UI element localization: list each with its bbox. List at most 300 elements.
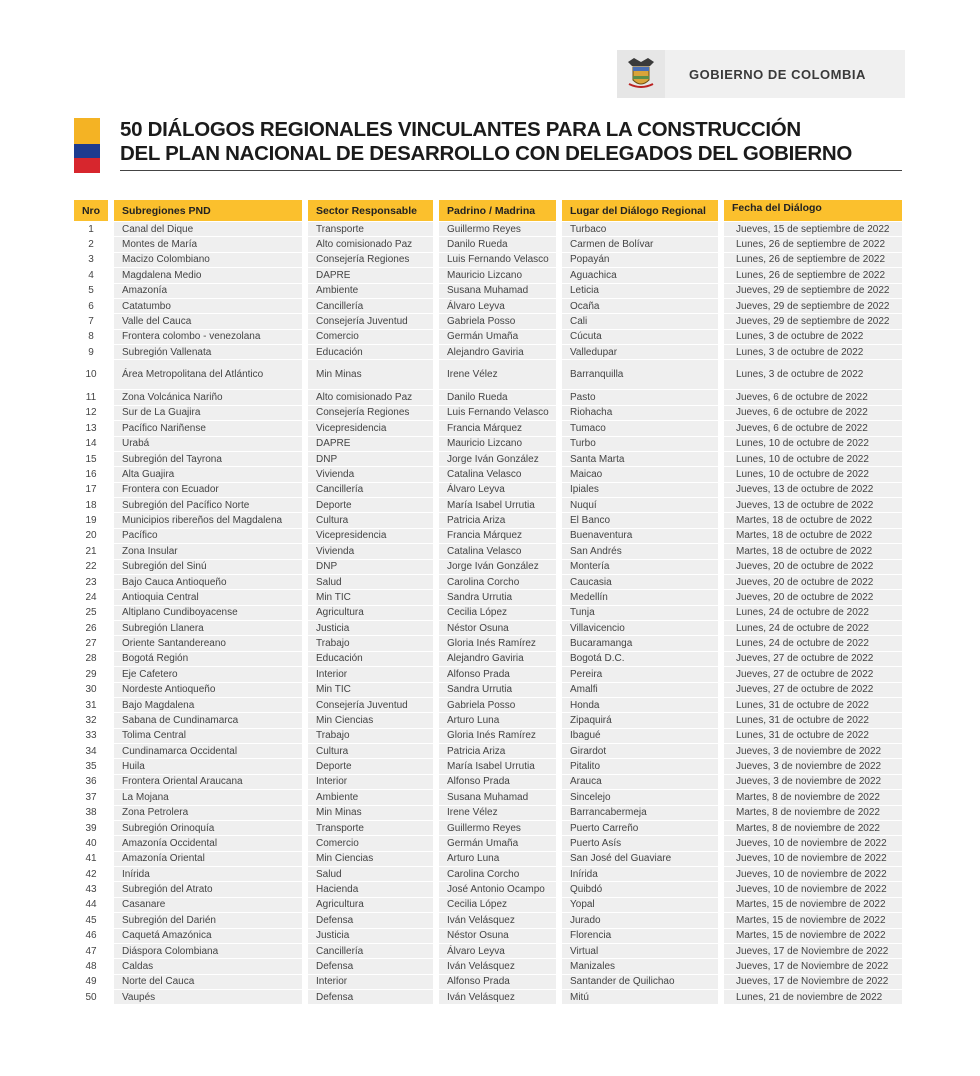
cell-subregion: Subregión del Darién [114, 913, 302, 928]
cell-sector: Deporte [308, 759, 433, 774]
cell-lugar: Sincelejo [562, 790, 718, 805]
cell-lugar: Florencia [562, 929, 718, 944]
cell-subregion: Alta Guajira [114, 467, 302, 482]
cell-padrino: Irene Vélez [439, 806, 556, 821]
table-row [74, 975, 902, 990]
table-row [74, 314, 902, 329]
cell-sector: Agricultura [308, 898, 433, 913]
cell-sector: Hacienda [308, 882, 433, 897]
cell-padrino: Danilo Rueda [439, 390, 556, 405]
cell-nro: 46 [74, 929, 108, 944]
cell-nro: 40 [74, 836, 108, 851]
cell-nro: 5 [74, 284, 108, 299]
cell-padrino: José Antonio Ocampo [439, 882, 556, 897]
cell-sector: Consejería Regiones [308, 406, 433, 421]
cell-fecha: Lunes, 31 de octubre de 2022 [724, 713, 902, 728]
cell-padrino: Gloria Inés Ramírez [439, 729, 556, 744]
cell-padrino: Susana Muhamad [439, 284, 556, 299]
table-row [74, 821, 902, 836]
cell-subregion: Casanare [114, 898, 302, 913]
cell-padrino: Danilo Rueda [439, 237, 556, 252]
table-row [74, 268, 902, 283]
cell-lugar: Pitalito [562, 759, 718, 774]
cell-sector: Cancillería [308, 483, 433, 498]
table-row [74, 237, 902, 252]
cell-lugar: Cúcuta [562, 330, 718, 345]
cell-nro: 30 [74, 683, 108, 698]
cell-fecha: Lunes, 26 de septiembre de 2022 [724, 237, 902, 252]
cell-lugar: Manizales [562, 959, 718, 974]
cell-fecha: Lunes, 3 de octubre de 2022 [724, 345, 902, 360]
cell-lugar: Puerto Carreño [562, 821, 718, 836]
cell-fecha: Lunes, 10 de octubre de 2022 [724, 452, 902, 467]
cell-subregion: Frontera colombo - venezolana [114, 330, 302, 345]
cell-nro: 7 [74, 314, 108, 329]
title-line-1: 50 DIÁLOGOS REGIONALES VINCULANTES PARA LA CONSTRUCCIÓN [120, 118, 801, 141]
cell-lugar: Barranquilla [562, 360, 718, 390]
cell-subregion: Norte del Cauca [114, 975, 302, 990]
cell-nro: 33 [74, 729, 108, 744]
cell-sector: Defensa [308, 913, 433, 928]
cell-nro: 27 [74, 636, 108, 651]
table-row [74, 698, 902, 713]
cell-subregion: Canal del Dique [114, 222, 302, 237]
cell-fecha: Jueves, 20 de octubre de 2022 [724, 590, 902, 605]
cell-padrino: Susana Muhamad [439, 790, 556, 805]
cell-nro: 38 [74, 806, 108, 821]
cell-sector: Consejería Regiones [308, 253, 433, 268]
cell-subregion: Catatumbo [114, 299, 302, 314]
table-row [74, 836, 902, 851]
cell-lugar: Jurado [562, 913, 718, 928]
cell-fecha: Jueves, 10 de noviembre de 2022 [724, 852, 902, 867]
column-header-fecha: Fecha del Diálogo [724, 200, 902, 222]
cell-padrino: Mauricio Lizcano [439, 437, 556, 452]
cell-nro: 17 [74, 483, 108, 498]
cell-fecha: Martes, 8 de noviembre de 2022 [724, 821, 902, 836]
cell-padrino: Francia Márquez [439, 529, 556, 544]
cell-lugar: Leticia [562, 284, 718, 299]
cell-nro: 35 [74, 759, 108, 774]
cell-sector: Justicia [308, 929, 433, 944]
cell-lugar: Valledupar [562, 345, 718, 360]
page-title [120, 118, 910, 166]
cell-nro: 12 [74, 406, 108, 421]
cell-fecha: Lunes, 31 de octubre de 2022 [724, 729, 902, 744]
cell-subregion: Subregión Vallenata [114, 345, 302, 360]
cell-nro: 32 [74, 713, 108, 728]
cell-fecha: Martes, 18 de octubre de 2022 [724, 544, 902, 559]
cell-lugar: San José del Guaviare [562, 852, 718, 867]
cell-subregion: Oriente Santandereano [114, 636, 302, 651]
cell-fecha: Jueves, 3 de noviembre de 2022 [724, 744, 902, 759]
table-row [74, 467, 902, 482]
table-row [74, 437, 902, 452]
cell-padrino: Arturo Luna [439, 713, 556, 728]
table-row [74, 990, 902, 1005]
cell-fecha: Jueves, 17 de Noviembre de 2022 [724, 975, 902, 990]
cell-nro: 23 [74, 575, 108, 590]
table-row [74, 421, 902, 436]
cell-nro: 10 [74, 360, 108, 390]
cell-sector: DNP [308, 452, 433, 467]
cell-subregion: Área Metropolitana del Atlántico [114, 360, 302, 390]
table-row [74, 744, 902, 759]
cell-nro: 3 [74, 253, 108, 268]
title-divider [120, 170, 902, 171]
cell-fecha: Jueves, 10 de noviembre de 2022 [724, 882, 902, 897]
cell-padrino: Carolina Corcho [439, 575, 556, 590]
table-row [74, 590, 902, 605]
cell-fecha: Martes, 15 de noviembre de 2022 [724, 898, 902, 913]
cell-fecha: Lunes, 10 de octubre de 2022 [724, 437, 902, 452]
cell-lugar: Riohacha [562, 406, 718, 421]
cell-nro: 15 [74, 452, 108, 467]
cell-padrino: Iván Velásquez [439, 990, 556, 1005]
cell-nro: 14 [74, 437, 108, 452]
cell-nro: 13 [74, 421, 108, 436]
cell-fecha: Jueves, 3 de noviembre de 2022 [724, 759, 902, 774]
column-header-lugar: Lugar del Diálogo Regional [562, 200, 718, 222]
cell-fecha: Jueves, 29 de septiembre de 2022 [724, 314, 902, 329]
table-row [74, 683, 902, 698]
cell-nro: 26 [74, 621, 108, 636]
cell-subregion: Huila [114, 759, 302, 774]
cell-fecha: Jueves, 10 de noviembre de 2022 [724, 836, 902, 851]
cell-sector: Min Ciencias [308, 713, 433, 728]
cell-padrino: Mauricio Lizcano [439, 268, 556, 283]
cell-subregion: Amazonía Oriental [114, 852, 302, 867]
cell-nro: 50 [74, 990, 108, 1005]
cell-nro: 9 [74, 345, 108, 360]
cell-padrino: Catalina Velasco [439, 467, 556, 482]
cell-fecha: Lunes, 24 de octubre de 2022 [724, 606, 902, 621]
cell-nro: 29 [74, 667, 108, 682]
cell-fecha: Jueves, 17 de Noviembre de 2022 [724, 944, 902, 959]
cell-padrino: Jorge Iván González [439, 560, 556, 575]
government-banner [617, 50, 905, 98]
cell-sector: Ambiente [308, 284, 433, 299]
cell-lugar: Yopal [562, 898, 718, 913]
table-row [74, 560, 902, 575]
cell-lugar: Ocaña [562, 299, 718, 314]
column-header-padrino: Padrino / Madrina [439, 200, 556, 222]
cell-lugar: Tumaco [562, 421, 718, 436]
cell-nro: 36 [74, 775, 108, 790]
cell-nro: 21 [74, 544, 108, 559]
cell-nro: 42 [74, 867, 108, 882]
cell-nro: 4 [74, 268, 108, 283]
cell-nro: 2 [74, 237, 108, 252]
cell-subregion: Bogotá Región [114, 652, 302, 667]
table-row [74, 513, 902, 528]
cell-padrino: Sandra Urrutia [439, 590, 556, 605]
cell-lugar: Nuquí [562, 498, 718, 513]
cell-subregion: Tolima Central [114, 729, 302, 744]
cell-lugar: Virtual [562, 944, 718, 959]
cell-fecha: Jueves, 3 de noviembre de 2022 [724, 775, 902, 790]
table-row [74, 898, 902, 913]
cell-subregion: Diáspora Colombiana [114, 944, 302, 959]
cell-padrino: Iván Velásquez [439, 959, 556, 974]
cell-padrino: Sandra Urrutia [439, 683, 556, 698]
cell-subregion: Bajo Magdalena [114, 698, 302, 713]
table-row [74, 498, 902, 513]
cell-sector: Agricultura [308, 606, 433, 621]
cell-nro: 28 [74, 652, 108, 667]
table-row [74, 759, 902, 774]
cell-sector: Consejería Juventud [308, 698, 433, 713]
cell-sector: Comercio [308, 836, 433, 851]
cell-padrino: Alejandro Gaviria [439, 652, 556, 667]
table-row [74, 452, 902, 467]
cell-subregion: Subregión del Pacífico Norte [114, 498, 302, 513]
table-row [74, 913, 902, 928]
cell-nro: 43 [74, 882, 108, 897]
cell-subregion: Nordeste Antioqueño [114, 683, 302, 698]
cell-nro: 20 [74, 529, 108, 544]
table-row [74, 253, 902, 268]
cell-subregion: Pacífico [114, 529, 302, 544]
table-row [74, 806, 902, 821]
cell-padrino: Catalina Velasco [439, 544, 556, 559]
cell-lugar: El Banco [562, 513, 718, 528]
cell-subregion: Pacífico Nariñense [114, 421, 302, 436]
cell-subregion: Antioquia Central [114, 590, 302, 605]
cell-lugar: Montería [562, 560, 718, 575]
cell-subregion: Zona Volcánica Nariño [114, 390, 302, 405]
cell-sector: Vicepresidencia [308, 421, 433, 436]
cell-nro: 31 [74, 698, 108, 713]
cell-fecha: Jueves, 10 de noviembre de 2022 [724, 867, 902, 882]
cell-subregion: La Mojana [114, 790, 302, 805]
cell-padrino: Arturo Luna [439, 852, 556, 867]
cell-lugar: Puerto Asís [562, 836, 718, 851]
cell-sector: Educación [308, 345, 433, 360]
cell-padrino: Néstor Osuna [439, 929, 556, 944]
cell-sector: Trabajo [308, 636, 433, 651]
cell-padrino: Irene Vélez [439, 360, 556, 390]
table-row [74, 575, 902, 590]
cell-subregion: Subregión del Atrato [114, 882, 302, 897]
cell-subregion: Subregión Llanera [114, 621, 302, 636]
cell-nro: 47 [74, 944, 108, 959]
table-row [74, 636, 902, 651]
cell-fecha: Jueves, 20 de octubre de 2022 [724, 575, 902, 590]
cell-sector: Interior [308, 975, 433, 990]
table-row [74, 775, 902, 790]
cell-subregion: Subregión Orinoquía [114, 821, 302, 836]
cell-nro: 6 [74, 299, 108, 314]
cell-sector: Educación [308, 652, 433, 667]
cell-padrino: Gabriela Posso [439, 698, 556, 713]
cell-padrino: Cecilia López [439, 898, 556, 913]
cell-lugar: Zipaquirá [562, 713, 718, 728]
cell-subregion: Frontera con Ecuador [114, 483, 302, 498]
cell-fecha: Jueves, 29 de septiembre de 2022 [724, 284, 902, 299]
table-row [74, 544, 902, 559]
cell-fecha: Martes, 8 de noviembre de 2022 [724, 806, 902, 821]
cell-padrino: Jorge Iván González [439, 452, 556, 467]
cell-lugar: Girardot [562, 744, 718, 759]
cell-fecha: Lunes, 24 de octubre de 2022 [724, 621, 902, 636]
cell-subregion: Frontera Oriental Araucana [114, 775, 302, 790]
cell-padrino: Patricia Ariza [439, 744, 556, 759]
cell-padrino: Néstor Osuna [439, 621, 556, 636]
cell-subregion: Caquetá Amazónica [114, 929, 302, 944]
cell-lugar: Amalfi [562, 683, 718, 698]
table-row [74, 345, 902, 360]
cell-subregion: Urabá [114, 437, 302, 452]
cell-subregion: Cundinamarca Occidental [114, 744, 302, 759]
cell-sector: Salud [308, 575, 433, 590]
cell-subregion: Subregión del Sinú [114, 560, 302, 575]
cell-lugar: Santander de Quilichao [562, 975, 718, 990]
cell-fecha: Lunes, 21 de noviembre de 2022 [724, 990, 902, 1005]
cell-fecha: Lunes, 10 de octubre de 2022 [724, 467, 902, 482]
cell-lugar: Pasto [562, 390, 718, 405]
table-row [74, 852, 902, 867]
cell-fecha: Martes, 15 de noviembre de 2022 [724, 929, 902, 944]
cell-fecha: Jueves, 6 de octubre de 2022 [724, 390, 902, 405]
cell-lugar: Ibagué [562, 729, 718, 744]
cell-lugar: Maicao [562, 467, 718, 482]
colombia-coat-of-arms-icon [617, 50, 665, 98]
cell-subregion: Magdalena Medio [114, 268, 302, 283]
cell-nro: 34 [74, 744, 108, 759]
table-row [74, 299, 902, 314]
table-row [74, 882, 902, 897]
cell-sector: Min Minas [308, 360, 433, 390]
cell-fecha: Jueves, 20 de octubre de 2022 [724, 560, 902, 575]
cell-sector: Min TIC [308, 590, 433, 605]
cell-lugar: San Andrés [562, 544, 718, 559]
cell-lugar: Mitú [562, 990, 718, 1005]
cell-subregion: Municipios ribereños del Magdalena [114, 513, 302, 528]
cell-lugar: Inírida [562, 867, 718, 882]
cell-fecha: Martes, 18 de octubre de 2022 [724, 529, 902, 544]
cell-subregion: Altiplano Cundiboyacense [114, 606, 302, 621]
cell-sector: Interior [308, 667, 433, 682]
cell-nro: 37 [74, 790, 108, 805]
cell-sector: Interior [308, 775, 433, 790]
cell-fecha: Lunes, 26 de septiembre de 2022 [724, 253, 902, 268]
column-header-nro: Nro [74, 200, 108, 222]
cell-fecha: Martes, 15 de noviembre de 2022 [724, 913, 902, 928]
cell-sector: Min Ciencias [308, 852, 433, 867]
cell-fecha: Lunes, 3 de octubre de 2022 [724, 360, 902, 390]
cell-lugar: Bogotá D.C. [562, 652, 718, 667]
cell-fecha: Jueves, 27 de octubre de 2022 [724, 667, 902, 682]
cell-sector: Cultura [308, 744, 433, 759]
cell-nro: 1 [74, 222, 108, 237]
cell-padrino: Guillermo Reyes [439, 222, 556, 237]
cell-subregion: Zona Insular [114, 544, 302, 559]
table-row [74, 330, 902, 345]
cell-nro: 18 [74, 498, 108, 513]
table-row [74, 944, 902, 959]
cell-lugar: Ipiales [562, 483, 718, 498]
cell-fecha: Martes, 18 de octubre de 2022 [724, 513, 902, 528]
table-row [74, 284, 902, 299]
cell-subregion: Sabana de Cundinamarca [114, 713, 302, 728]
cell-sector: Min TIC [308, 683, 433, 698]
cell-lugar: Turbo [562, 437, 718, 452]
table-row [74, 529, 902, 544]
table-row [74, 959, 902, 974]
table-row [74, 790, 902, 805]
cell-nro: 49 [74, 975, 108, 990]
cell-nro: 39 [74, 821, 108, 836]
cell-sector: Transporte [308, 222, 433, 237]
cell-fecha: Jueves, 27 de octubre de 2022 [724, 683, 902, 698]
cell-subregion: Bajo Cauca Antioqueño [114, 575, 302, 590]
table-row [74, 667, 902, 682]
cell-lugar: Arauca [562, 775, 718, 790]
cell-sector: Alto comisionado Paz [308, 237, 433, 252]
cell-lugar: Carmen de Bolívar [562, 237, 718, 252]
cell-fecha: Jueves, 27 de octubre de 2022 [724, 652, 902, 667]
cell-subregion: Montes de María [114, 237, 302, 252]
government-label: GOBIERNO DE COLOMBIA [689, 66, 866, 82]
cell-subregion: Sur de La Guajira [114, 406, 302, 421]
cell-lugar: Bucaramanga [562, 636, 718, 651]
table-body [74, 222, 902, 1005]
cell-fecha: Lunes, 26 de septiembre de 2022 [724, 268, 902, 283]
cell-fecha: Jueves, 15 de septiembre de 2022 [724, 222, 902, 237]
table-row [74, 606, 902, 621]
column-header-subregion: Subregiones PND [114, 200, 302, 222]
cell-padrino: Álvaro Leyva [439, 299, 556, 314]
cell-lugar: Barrancabermeja [562, 806, 718, 821]
cell-subregion: Vaupés [114, 990, 302, 1005]
cell-lugar: Pereira [562, 667, 718, 682]
cell-subregion: Inírida [114, 867, 302, 882]
table-row [74, 390, 902, 405]
cell-subregion: Subregión del Tayrona [114, 452, 302, 467]
cell-lugar: Turbaco [562, 222, 718, 237]
colombia-flag-icon [74, 118, 100, 173]
cell-nro: 45 [74, 913, 108, 928]
cell-padrino: Gloria Inés Ramírez [439, 636, 556, 651]
cell-nro: 48 [74, 959, 108, 974]
cell-nro: 44 [74, 898, 108, 913]
cell-sector: Deporte [308, 498, 433, 513]
cell-sector: Vivienda [308, 467, 433, 482]
cell-sector: Transporte [308, 821, 433, 836]
cell-fecha: Lunes, 3 de octubre de 2022 [724, 330, 902, 345]
cell-padrino: María Isabel Urrutia [439, 498, 556, 513]
dialogues-table [74, 200, 902, 1005]
cell-sector: Cultura [308, 513, 433, 528]
cell-subregion: Caldas [114, 959, 302, 974]
cell-padrino: Alfonso Prada [439, 775, 556, 790]
cell-nro: 24 [74, 590, 108, 605]
cell-fecha: Jueves, 6 de octubre de 2022 [724, 421, 902, 436]
cell-subregion: Macizo Colombiano [114, 253, 302, 268]
cell-fecha: Jueves, 29 de septiembre de 2022 [724, 299, 902, 314]
cell-lugar: Honda [562, 698, 718, 713]
cell-nro: 8 [74, 330, 108, 345]
cell-nro: 11 [74, 390, 108, 405]
cell-sector: Cancillería [308, 944, 433, 959]
cell-padrino: Luis Fernando Velasco [439, 253, 556, 268]
cell-lugar: Cali [562, 314, 718, 329]
table-row [74, 729, 902, 744]
table-row [74, 652, 902, 667]
table-header [74, 200, 902, 222]
table-row [74, 621, 902, 636]
